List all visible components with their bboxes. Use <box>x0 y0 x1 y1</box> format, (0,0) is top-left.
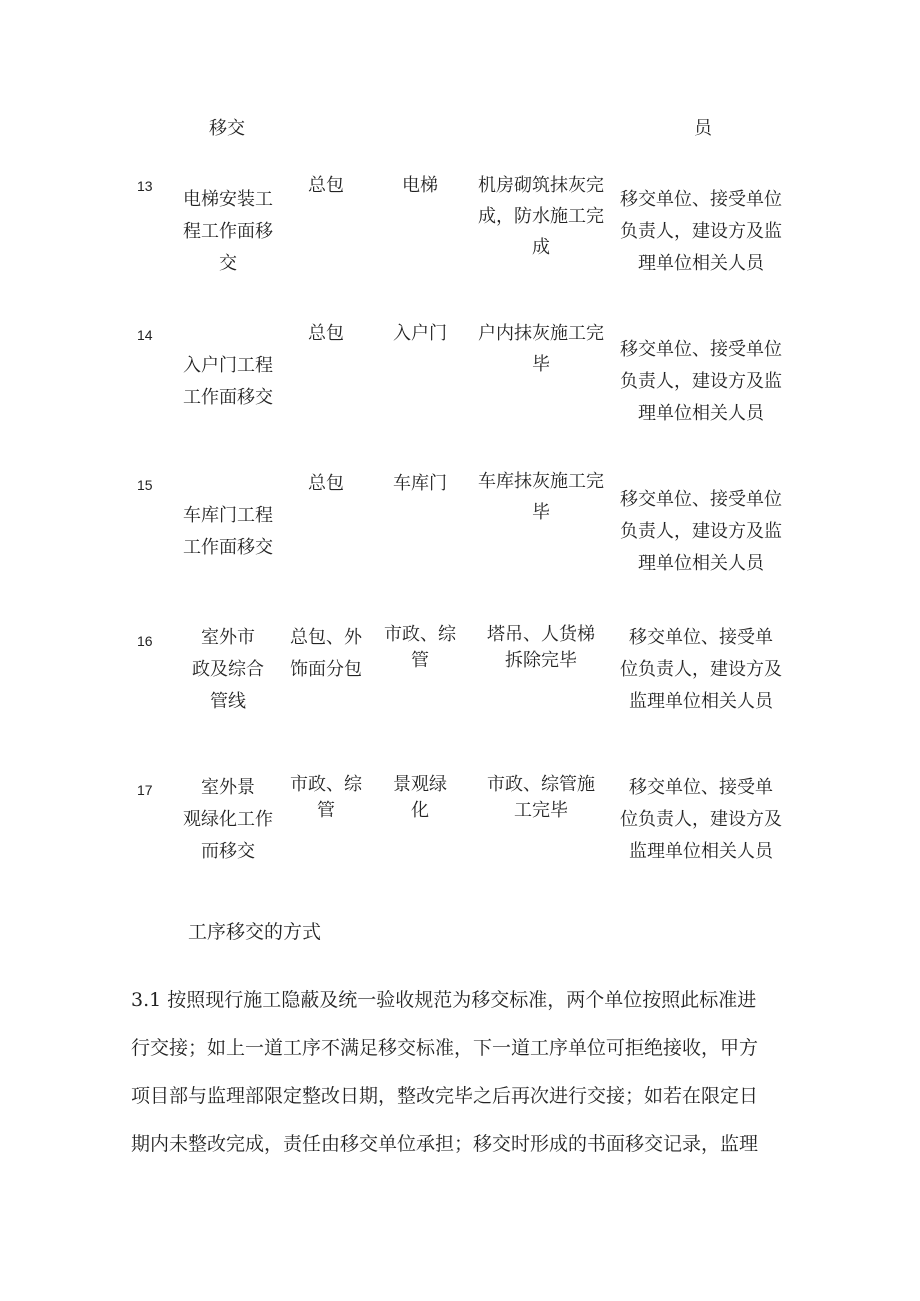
handover-condition: 车库抹灰施工完 毕 <box>478 471 604 523</box>
participants: 移交单位、接受单位 负责人，建设方及监 理单位相关人员 <box>620 339 782 424</box>
work-item-name: 室外市 政及综合 管线 <box>192 627 264 712</box>
handover-condition: 户内抹灰施工完 毕 <box>478 323 604 375</box>
row-number: 14 <box>137 327 153 343</box>
row-number: 15 <box>137 477 153 493</box>
paragraph-line: 3.1 按照现行施工隐蔽及统一验收规范为移交标准，两个单位按照此标准进 <box>131 989 757 1011</box>
row12-name-fragment: 移交 <box>209 118 245 139</box>
row-number: 17 <box>137 782 153 798</box>
work-item-name: 入户门工程 工作面移交 <box>183 355 273 408</box>
row-number: 16 <box>137 633 153 649</box>
handover-condition: 机房砌筑抹灰完 成，防水施工完 成 <box>478 175 604 258</box>
handover-unit: 总包 <box>308 323 344 344</box>
handover-condition: 塔吊、人货梯 拆除完毕 <box>487 624 595 671</box>
participants: 移交单位、接受单位 负责人，建设方及监 理单位相关人员 <box>620 189 782 274</box>
receiving-unit: 景观绿 化 <box>393 774 447 821</box>
work-item-name: 室外景 观绿化工作 而移交 <box>183 777 273 862</box>
handover-unit: 总包 <box>308 473 344 494</box>
receiving-unit: 入户门 <box>393 323 447 344</box>
participants: 移交单位、接受单 位负责人，建设方及 监理单位相关人员 <box>620 777 782 862</box>
paragraph-line: 行交接；如上一道工序不满足移交标准，下一道工序单位可拒绝接收，甲方 <box>131 1037 759 1059</box>
receiving-unit: 车库门 <box>393 473 447 494</box>
handover-unit: 市政、综 管 <box>290 774 362 821</box>
paragraph-line: 项目部与监理部限定整改日期，整改完毕之后再次进行交接；如若在限定日 <box>131 1085 759 1107</box>
handover-condition: 市政、综管施 工完毕 <box>487 774 595 821</box>
body-paragraph <box>131 976 793 1168</box>
work-item-name: 车库门工程 工作面移交 <box>183 505 273 558</box>
participants: 移交单位、接受单 位负责人，建设方及 监理单位相关人员 <box>620 627 782 712</box>
receiving-unit: 电梯 <box>402 175 438 196</box>
section-heading: 工序移交的方式 <box>188 921 322 943</box>
work-item-name: 电梯安装工 程工作面移 交 <box>183 189 273 274</box>
receiving-unit: 市政、综 管 <box>384 624 456 671</box>
paragraph-line: 期内未整改完成，责任由移交单位承担；移交时形成的书面移交记录，监理 <box>131 1133 759 1155</box>
row12-people-fragment: 员 <box>694 118 712 139</box>
handover-unit: 总包、外 饰面分包 <box>290 627 362 680</box>
handover-unit: 总包 <box>308 175 344 196</box>
row-number: 13 <box>137 178 153 194</box>
participants: 移交单位、接受单位 负责人，建设方及监 理单位相关人员 <box>620 489 782 574</box>
